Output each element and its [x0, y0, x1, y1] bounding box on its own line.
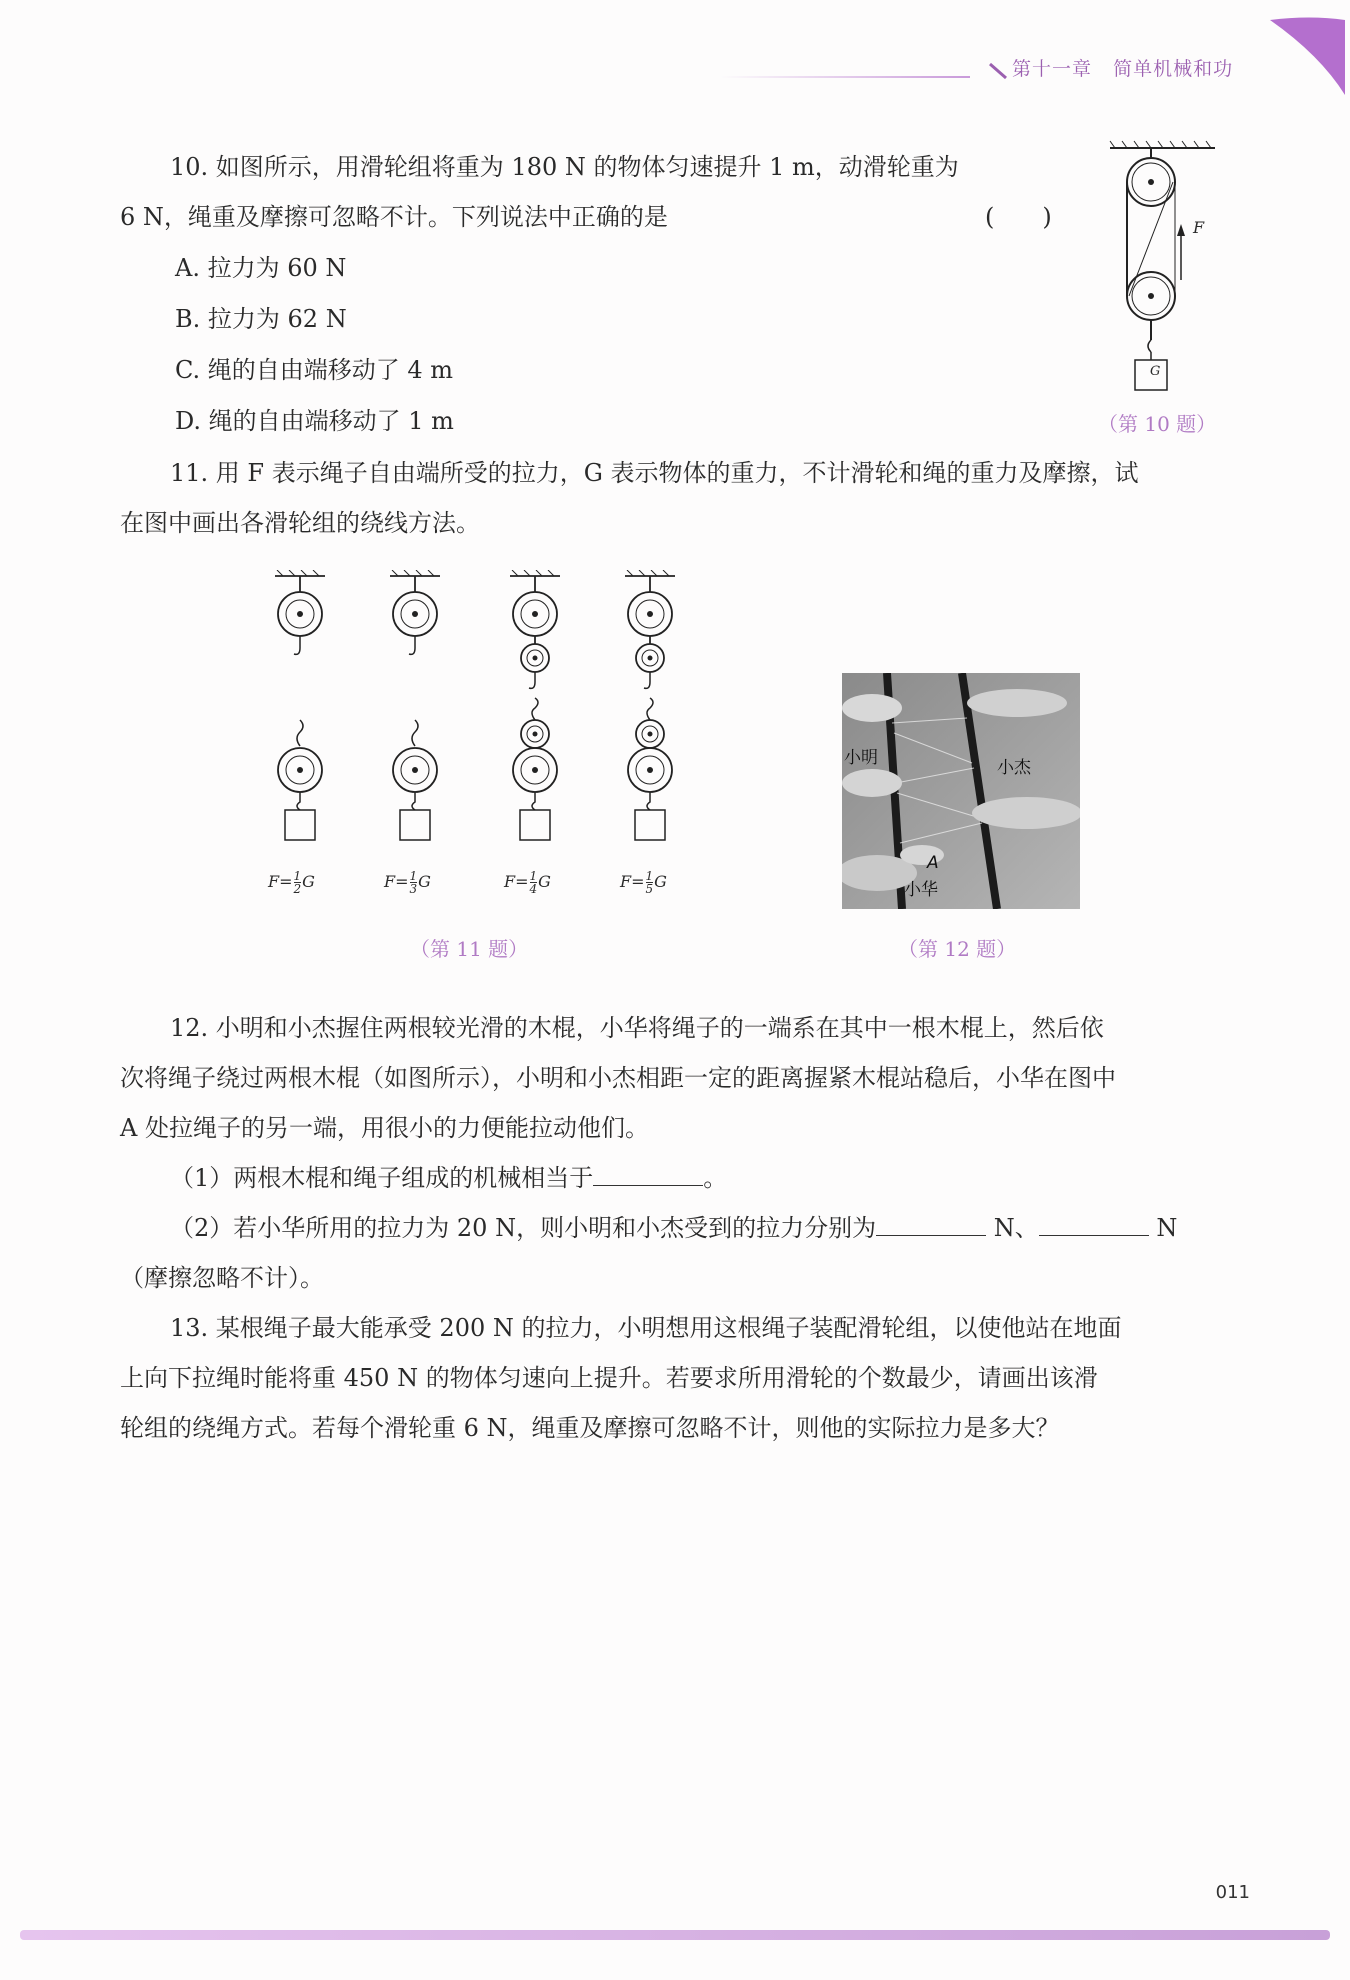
q12-line3: A 处拉绳子的另一端，用很小的力便能拉动他们。 [120, 1114, 649, 1142]
q12-sub2: （2）若小华所用的拉力为 20 N，则小明和小杰受到的拉力分别为 N、 N [170, 1203, 1177, 1253]
fraction: $\frac{1}{5}$ [645, 869, 654, 896]
q12-line2: 次将绳子绕过两根木棍（如图所示），小明和小杰相距一定的距离握紧木棍站稳后，小华在图中 [120, 1064, 1116, 1092]
q13-line2: 上向下拉绳时能将重 450 N 的物体匀速向上提升。若要求所用滑轮的个数最少，请画出该滑 [120, 1364, 1098, 1392]
q11-line1: 11. 用 F 表示绳子自由端所受的拉力，G 表示物体的重力，不计滑轮和绳的重力及摩擦，试 [170, 459, 1139, 487]
q11-caption: （第 11 题） [410, 937, 529, 961]
chapter-header [1012, 54, 1233, 81]
fraction: $\frac{1}{2}$ [293, 869, 302, 896]
header-corner-decoration [1250, 0, 1350, 100]
q11-pulley-figures [255, 570, 695, 880]
q11-line2: 在图中画出各滑轮组的绕线方法。 [120, 509, 480, 537]
q13-line1: 13. 某根绳子最大能承受 200 N 的拉力，小明想用这根绳子装配滑轮组，以使他站在地面 [170, 1314, 1122, 1342]
fraction: $\frac{1}{3}$ [409, 869, 418, 896]
q12-photo-drawing [842, 673, 1080, 909]
photo-label-xiaoming: 小明 [844, 748, 878, 768]
chapter-title: 简单机械和功 [1113, 58, 1234, 80]
q12-sub2-line2: （摩擦忽略不计）。 [120, 1264, 324, 1292]
header-rule [720, 76, 970, 78]
q11-label-3: F= $\frac{1}{4}$ G [504, 869, 551, 896]
page-number: 011 [1215, 1882, 1250, 1903]
q12-sub2-blank-2[interactable] [1039, 1207, 1149, 1236]
q10-pulley-figure [1105, 140, 1215, 400]
photo-label-xiaohua: 小华 [904, 880, 938, 900]
q10-weight-label: G [1150, 364, 1161, 379]
fraction: $\frac{1}{4}$ [529, 869, 538, 896]
q10-force-label: F [1193, 218, 1205, 237]
q10-option-d: D. 绳的自由端移动了 1 m [175, 407, 454, 435]
photo-label-point-a: A [927, 853, 939, 873]
q10-option-b: B. 拉力为 62 N [175, 305, 347, 333]
q11-label-4: F= $\frac{1}{5}$ G [620, 869, 667, 896]
q10-line2: 6 N，绳重及摩擦可忽略不计。下列说法中正确的是 [120, 203, 668, 231]
q10-option-a: A. 拉力为 60 N [175, 254, 347, 282]
photo-label-xiaojie: 小杰 [997, 758, 1031, 778]
q12-line1: 12. 小明和小杰握住两根较光滑的木棍，小华将绳子的一端系在其中一根木棍上，然后依 [170, 1014, 1104, 1042]
q10-option-c: C. 绳的自由端移动了 4 m [175, 356, 454, 384]
q11-label-2: F= $\frac{1}{3}$ G [384, 869, 431, 896]
q10-caption: （第 10 题） [1098, 412, 1217, 436]
q12-sub2-blank-1[interactable] [876, 1207, 986, 1236]
q12-sub1: （1）两根木棍和绳子组成的机械相当于 。 [170, 1153, 727, 1203]
chapter-number: 第十一章 [1012, 58, 1093, 80]
q13-line3: 轮组的绕绳方式。若每个滑轮重 6 N，绳重及摩擦可忽略不计，则他的实际拉力是多大？ [120, 1414, 1060, 1442]
footer-bar [20, 1930, 1330, 1940]
q10-line1: 10. 如图所示，用滑轮组将重为 180 N 的物体匀速提升 1 m，动滑轮重为 [170, 153, 959, 181]
q12-sub1-blank[interactable] [593, 1157, 703, 1186]
q11-label-1: F= $\frac{1}{2}$ G [268, 869, 315, 896]
q12-photo [842, 673, 1080, 909]
pencil-icon [988, 60, 1010, 82]
q10-answer-bracket: ( ) [985, 203, 1052, 231]
q12-caption: （第 12 题） [898, 937, 1017, 961]
